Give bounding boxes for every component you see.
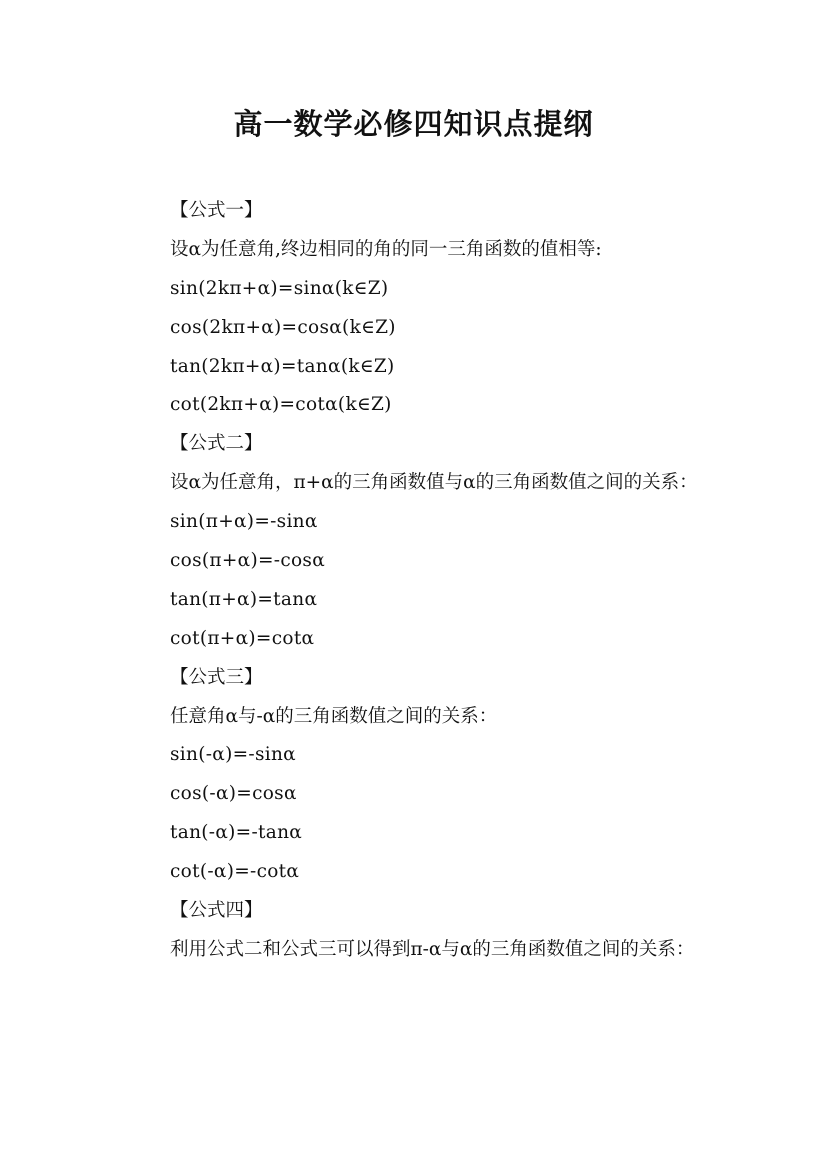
section-heading-2: 【公式二】 (170, 433, 263, 455)
formula-line: tan(π+α)=tanα (170, 588, 318, 610)
section-heading-1: 【公式一】 (170, 200, 263, 221)
formula-line: cos(π+α)=-cosα (170, 550, 326, 572)
formula-line: cot(2kπ+α)=cotα(k∈Z) (170, 394, 392, 416)
document-body (126, 192, 706, 970)
formula-line: sin(π+α)=-sinα (170, 511, 318, 533)
section-intro-1: 设α为任意角,终边相同的角的同一三角函数的值相等: (170, 238, 602, 260)
section-heading-4: 【公式四】 (170, 900, 263, 922)
section-intro-4: 利用公式二和公式三可以得到π-α与α的三角函数值之间的关系： (170, 938, 695, 960)
section-heading-3: 【公式三】 (170, 666, 263, 688)
section-intro-2: 设α为任意角，π+α的三角函数值与α的三角函数值之间的关系： (170, 472, 698, 494)
formula-line: sin(2kπ+α)=sinα(k∈Z) (170, 277, 389, 299)
formula-line: cos(2kπ+α)=cosα(k∈Z) (170, 316, 396, 338)
page-title: 高一数学必修四知识点提纲 (233, 107, 594, 141)
formula-line: tan(2kπ+α)=tanα(k∈Z) (170, 355, 395, 377)
formula-line: cos(-α)=cosα (170, 783, 297, 805)
section-intro-3: 任意角α与-α的三角函数值之间的关系： (170, 705, 498, 727)
formula-line: cot(π+α)=cotα (170, 627, 315, 649)
formula-line: cot(-α)=-cotα (170, 861, 300, 883)
formula-line: tan(-α)=-tanα (170, 822, 303, 844)
formula-line: sin(-α)=-sinα (170, 744, 296, 766)
